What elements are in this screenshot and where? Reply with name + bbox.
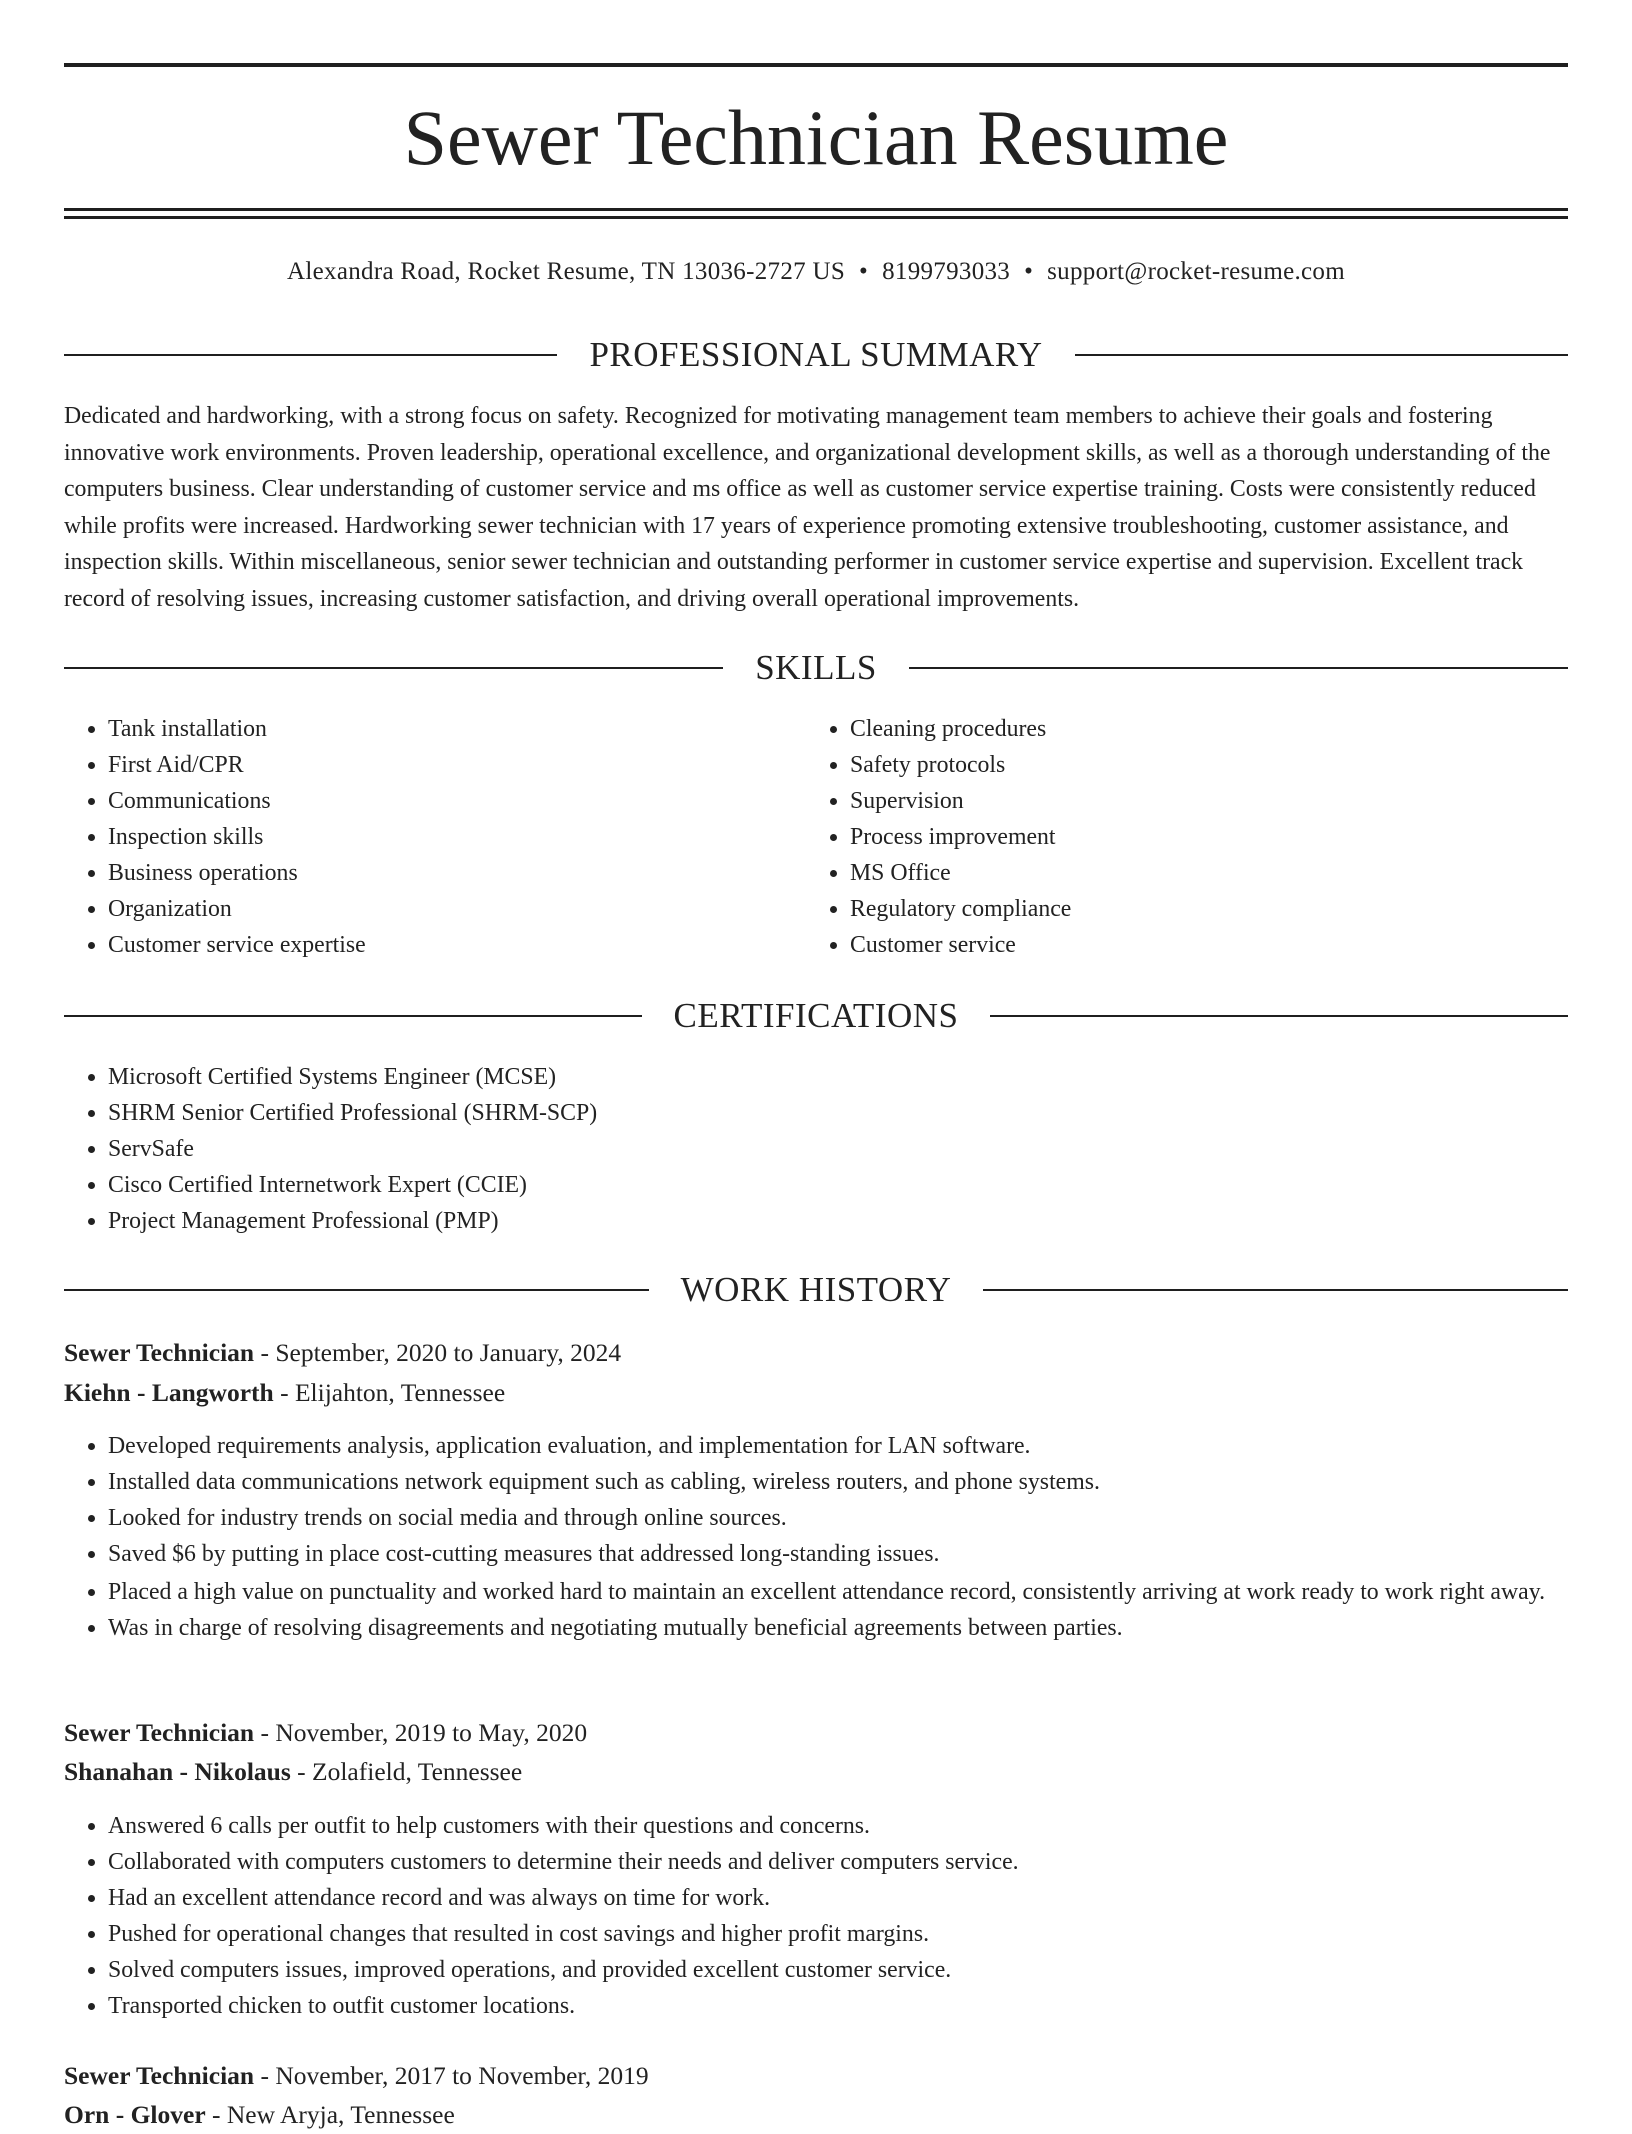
job-bullet: • Installed data communications network equipment such as cabling, wireless routers, and phone systems. (108, 1464, 1568, 1500)
heading-rule-left (64, 1015, 642, 1017)
job-company-line (64, 1374, 1568, 1412)
contact-separator: • (859, 258, 869, 285)
skill-item: • Communications (108, 783, 788, 819)
heading-rule-left (64, 1289, 649, 1291)
top-rule (64, 63, 1568, 67)
work-history-title: WORK HISTORY (680, 1270, 952, 1309)
job-title-line (64, 1714, 1568, 1752)
skill-item: • Organization (108, 891, 788, 927)
job-company: Orn - Glover (64, 2100, 206, 2129)
heading-rule-right (909, 667, 1568, 669)
skill-item: • Safety protocols (850, 747, 1570, 783)
certifications-heading (64, 991, 1568, 1041)
heading-rule-right (983, 1289, 1568, 1291)
certification-item: • Cisco Certified Internetwork Expert (CCIE) (108, 1167, 1568, 1203)
skill-item: • Customer service expertise (108, 927, 788, 963)
heading-rule-left (64, 667, 723, 669)
job-title: Sewer Technician (64, 1718, 255, 1747)
skill-item: • Supervision (850, 783, 1570, 819)
job-dates: - November, 2017 to November, 2019 (254, 2061, 649, 2090)
skills-list-right (806, 711, 1570, 963)
skill-item: • Customer service (850, 927, 1570, 963)
job-bullet: • Collaborated with computers customers to determine their needs and deliver computers service. (108, 1844, 1568, 1880)
job-bullet: • Placed a high value on punctuality and worked hard to maintain an excellent attendance record, consistently arriving at work ready to work right away. (108, 1574, 1568, 1610)
job-bullet: • Solved computers issues, improved operations, and provided excellent customer service. (108, 1952, 1568, 1988)
certification-item: • Project Management Professional (PMP) (108, 1203, 1568, 1239)
job-dates: - September, 2020 to January, 2024 (254, 1338, 622, 1367)
work-history-heading (64, 1265, 1568, 1315)
certifications-list (64, 1059, 1568, 1239)
job-bullets (64, 1428, 1568, 1646)
job-bullet: • Had an excellent attendance record and was always on time for work. (108, 1880, 1568, 1916)
job-bullet: • Transported chicken to outfit customer locations. (108, 1988, 1568, 2024)
skill-item: • MS Office (850, 855, 1570, 891)
skill-item: • Tank installation (108, 711, 788, 747)
title-double-rule-top (64, 208, 1568, 211)
certifications-title: CERTIFICATIONS (673, 996, 959, 1035)
job-bullet: • Pushed for operational changes that resulted in cost savings and higher profit margins. (108, 1916, 1568, 1952)
job-bullet: • Answered 6 calls per outfit to help customers with their questions and concerns. (108, 1808, 1568, 1844)
contact-address: Alexandra Road, Rocket Resume, TN 13036-2727 US (287, 258, 846, 285)
job-location: - New Aryja, Tennessee (205, 2100, 455, 2129)
job-company-line (64, 2096, 1568, 2134)
title-double-rule-bottom (64, 216, 1568, 219)
skills-list-left (64, 711, 788, 963)
skill-item: • Business operations (108, 855, 788, 891)
job-company: Shanahan - Nikolaus (64, 1757, 291, 1786)
job-company: Kiehn - Langworth (64, 1378, 274, 1407)
heading-rule-left (64, 354, 557, 356)
certification-item: • SHRM Senior Certified Professional (SHRM-SCP) (108, 1095, 1568, 1131)
skill-item: • Inspection skills (108, 819, 788, 855)
job-bullet: • Developed requirements analysis, application evaluation, and implementation for LAN software. (108, 1428, 1568, 1464)
job-dates: - November, 2019 to May, 2020 (254, 1718, 588, 1747)
job-title-line (64, 1334, 1568, 1372)
page-title: Sewer Technician Resume (403, 94, 1229, 181)
contact-phone: 8199793033 (882, 258, 1011, 285)
skills-title: SKILLS (755, 648, 877, 687)
summary-heading (64, 330, 1568, 380)
job-location: - Zolafield, Tennessee (290, 1757, 523, 1786)
skill-item: • Process improvement (850, 819, 1570, 855)
certification-item: • Microsoft Certified Systems Engineer (MCSE) (108, 1059, 1568, 1095)
contact-email: support@rocket-resume.com (1047, 258, 1345, 285)
skill-item: • Regulatory compliance (850, 891, 1570, 927)
job-bullet: • Looked for industry trends on social media and through online sources. (108, 1500, 1568, 1536)
job-title: Sewer Technician (64, 1338, 255, 1367)
skills-heading (64, 643, 1568, 693)
contact-line (64, 253, 1568, 291)
skill-item: • First Aid/CPR (108, 747, 788, 783)
certification-item: • ServSafe (108, 1131, 1568, 1167)
job-bullets (64, 1808, 1568, 2024)
heading-rule-right (1075, 354, 1568, 356)
contact-separator: • (1024, 258, 1034, 285)
job-location: - Elijahton, Tennessee (273, 1378, 506, 1407)
job-bullet: • Saved $6 by putting in place cost-cutting measures that addressed long-standing issues. (108, 1536, 1568, 1572)
skill-item: • Cleaning procedures (850, 711, 1570, 747)
job-title-line (64, 2057, 1568, 2095)
summary-title: PROFESSIONAL SUMMARY (589, 335, 1043, 374)
job-title: Sewer Technician (64, 2061, 255, 2090)
job-company-line (64, 1753, 1568, 1791)
summary-text: Dedicated and hardworking, with a strong focus on safety. Recognized for motivating management team members to achieve their goals and fostering innovative work environments. Proven leadership, operational excellence, and organizational development skills, as well as a thorough understanding of the computers business. Clear understanding of customer service and ms office as well as customer service expertise training. Costs were consistently reduced while profits were increased. Hardworking sewer technician with 17 years of experience promoting extensive troubleshooting, customer assistance, and inspection skills. Within miscellaneous, senior sewer technician and outstanding performer in customer service expertise and supervision. Excellent track record of resolving issues, increasing customer satisfaction, and driving overall operational improvements. (64, 403, 1551, 612)
job-bullet: • Was in charge of resolving disagreements and negotiating mutually beneficial agreements between parties. (108, 1610, 1568, 1646)
heading-rule-right (990, 1015, 1568, 1017)
